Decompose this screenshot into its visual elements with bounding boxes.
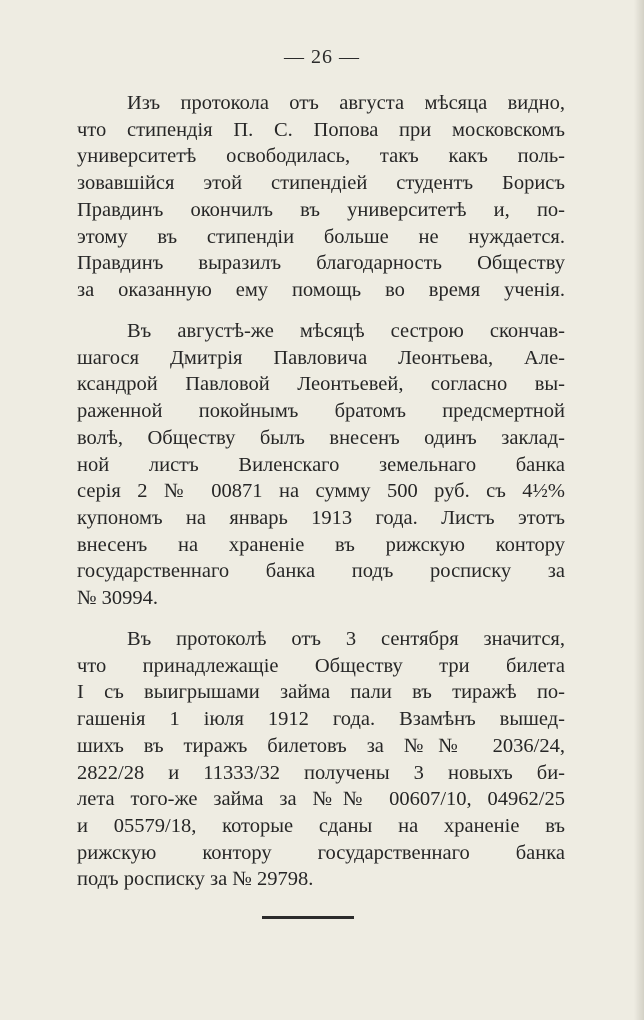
paragraph-2	[77, 318, 565, 612]
text-line: волѣ, Обществу былъ внесенъ одинъ заклад-	[77, 426, 565, 449]
text-line: лета того-же займа за №№ 00607/10, 04962/25	[77, 788, 565, 811]
text-line: что стипендія П. С. Попова при московскомъ	[77, 118, 565, 141]
page-number: — 26 —	[284, 46, 360, 68]
text-line: университетѣ освободилась, такъ какъ поль-	[77, 145, 565, 168]
page-edge-shadow	[634, 0, 644, 1020]
text-line: Правдинъ выразилъ благодарность Обществу	[77, 252, 565, 275]
text-line: этому въ стипендіи больше не нуждается.	[77, 225, 565, 248]
text-line: за оказанную ему помощь во время ученія.	[77, 278, 565, 301]
paragraph-1	[77, 90, 565, 304]
text-line: серія 2 № 00871 на сумму 500 руб. съ 4½%	[77, 480, 565, 503]
text-line: ной листъ Виленскаго земельнаго банка	[77, 453, 565, 476]
text-line: внесенъ на храненіе въ рижскую контору	[77, 533, 565, 556]
text-line: и 05579/18, которые сданы на храненіе въ	[77, 814, 565, 837]
text-line: № 30994.	[77, 587, 159, 610]
text-line: раженной покойнымъ братомъ предсмертной	[77, 400, 565, 423]
text-line: ксандрой Павловой Леонтьевей, согласно вы-	[77, 373, 565, 396]
section-divider-rule	[262, 916, 354, 919]
text-line: Въ августѣ-же мѣсяцѣ сестрою скончав-	[127, 320, 565, 342]
text-line: рижскую контору государственнаго банка	[77, 841, 565, 864]
text-line: зовавшійся этой стипендіей студентъ Борисъ	[77, 172, 565, 195]
text-line: Правдинъ окончилъ въ университетѣ и, по-	[77, 198, 565, 221]
text-line: I съ выигрышами займа пали въ тиражѣ по-	[77, 681, 565, 704]
text-line: гашенія 1 іюля 1912 года. Взамѣнъ вышед-	[77, 708, 565, 731]
text-line: шихъ въ тиражъ билетовъ за №№ 2036/24,	[77, 734, 565, 757]
text-line: 2822/28 и 11333/32 получены 3 новыхъ би-	[77, 761, 565, 784]
text-line: что принадлежащіе Обществу три билета	[77, 654, 565, 677]
text-line: подъ росписку за № 29798.	[77, 868, 314, 891]
text-line: шагося Дмитрія Павловича Леонтьева, Але-	[77, 346, 565, 369]
text-line: государственнаго банка подъ росписку за	[77, 560, 565, 583]
text-line: Въ протоколѣ отъ 3 сентября значится,	[127, 628, 565, 650]
text-line: Изъ протокола отъ августа мѣсяца видно,	[127, 92, 565, 114]
paragraph-3	[77, 626, 565, 893]
text-line: купономъ на январь 1913 года. Листъ этотъ	[77, 506, 565, 529]
